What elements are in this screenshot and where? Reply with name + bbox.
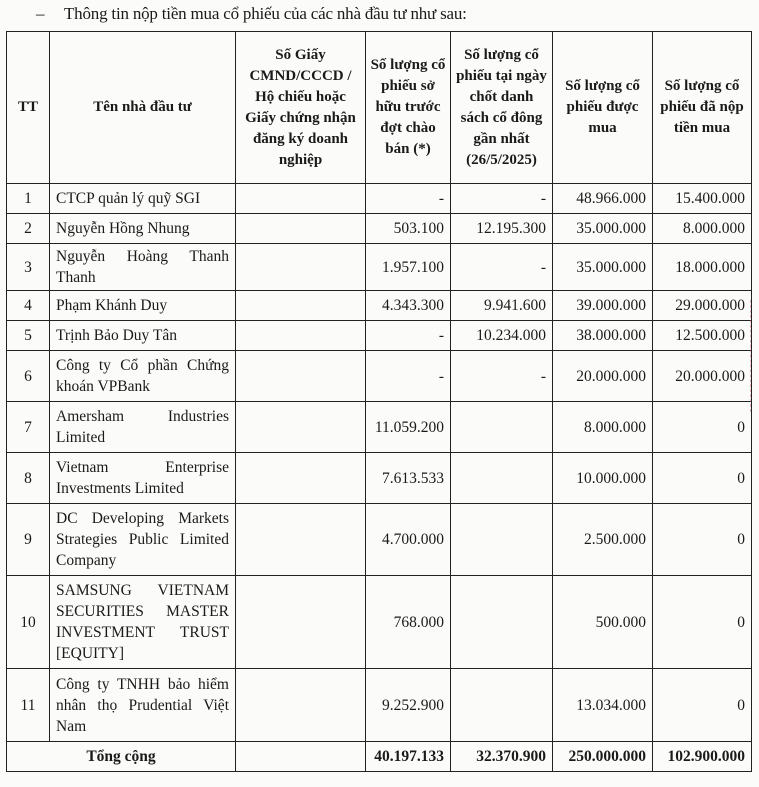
header-investor-name: Tên nhà đầu tư — [50, 32, 236, 184]
cell-id-document — [236, 244, 366, 291]
cell-shares-before: - — [366, 184, 451, 214]
total-id-document — [236, 742, 366, 772]
cell-shares-before: 503.100 — [366, 214, 451, 244]
cell-id-document — [236, 576, 366, 669]
table-row — [7, 402, 752, 453]
cell-shares-record-date: - — [451, 184, 553, 214]
cell-tt: 7 — [7, 402, 50, 453]
cell-shares-before: 4.343.300 — [366, 291, 451, 321]
cell-shares-purchased: 35.000.000 — [553, 244, 653, 291]
cell-investor-name: Amersham Industries Limited — [50, 402, 236, 453]
cell-id-document — [236, 184, 366, 214]
cell-tt: 10 — [7, 576, 50, 669]
table-row — [7, 576, 752, 669]
total-shares-record-date: 32.370.900 — [451, 742, 553, 772]
cell-shares-record-date: 12.195.300 — [451, 214, 553, 244]
table-row — [7, 504, 752, 576]
cell-shares-paid: 18.000.000 — [653, 244, 752, 291]
cell-tt: 5 — [7, 321, 50, 351]
red-stamp-edge — [750, 300, 759, 412]
total-label: Tổng cộng — [7, 742, 236, 772]
table-row — [7, 291, 752, 321]
table-row — [7, 244, 752, 291]
cell-tt: 8 — [7, 453, 50, 504]
cell-tt: 1 — [7, 184, 50, 214]
cell-shares-record-date: 9.941.600 — [451, 291, 553, 321]
cell-shares-paid: 0 — [653, 453, 752, 504]
table-row — [7, 351, 752, 402]
cell-investor-name: SAMSUNG VIETNAM SECURITIES MASTER INVESTMENT TRUST [EQUITY] — [50, 576, 236, 669]
cell-id-document — [236, 351, 366, 402]
cell-id-document — [236, 214, 366, 244]
cell-shares-purchased: 2.500.000 — [553, 504, 653, 576]
table-row — [7, 321, 752, 351]
cell-tt: 4 — [7, 291, 50, 321]
cell-investor-name: Vietnam Enterprise Investments Limited — [50, 453, 236, 504]
cell-shares-before: 768.000 — [366, 576, 451, 669]
cell-shares-purchased: 38.000.000 — [553, 321, 653, 351]
cell-shares-before: 11.059.200 — [366, 402, 451, 453]
cell-investor-name: Công ty TNHH bảo hiểm nhân thọ Prudential Việt Nam — [50, 669, 236, 742]
cell-investor-name: Phạm Khánh Duy — [50, 291, 236, 321]
cell-id-document — [236, 669, 366, 742]
cell-id-document — [236, 453, 366, 504]
total-row — [7, 742, 752, 772]
cell-investor-name: Trịnh Bảo Duy Tân — [50, 321, 236, 351]
cell-id-document — [236, 321, 366, 351]
total-shares-purchased: 250.000.000 — [553, 742, 653, 772]
cell-shares-paid: 15.400.000 — [653, 184, 752, 214]
cell-shares-record-date — [451, 453, 553, 504]
cell-shares-before: 7.613.533 — [366, 453, 451, 504]
header-id-document: Số Giấy CMND/CCCD / Hộ chiếu hoặc Giấy chứng nhận đăng ký doanh nghiệp — [236, 32, 366, 184]
cell-shares-purchased: 20.000.000 — [553, 351, 653, 402]
cell-tt: 3 — [7, 244, 50, 291]
cell-shares-purchased: 48.966.000 — [553, 184, 653, 214]
cell-shares-paid: 0 — [653, 402, 752, 453]
table-row — [7, 214, 752, 244]
table-header-row — [7, 32, 752, 184]
table-row — [7, 669, 752, 742]
cell-shares-purchased: 35.000.000 — [553, 214, 653, 244]
cell-shares-purchased: 13.034.000 — [553, 669, 653, 742]
cell-shares-purchased: 500.000 — [553, 576, 653, 669]
cell-shares-record-date — [451, 504, 553, 576]
bullet-dash: – — [36, 4, 45, 23]
cell-shares-paid: 20.000.000 — [653, 351, 752, 402]
header-shares-paid: Số lượng cổ phiếu đã nộp tiền mua — [653, 32, 752, 184]
intro-text: Thông tin nộp tiền mua cổ phiếu của các nhà đầu tư như sau: — [64, 4, 467, 23]
investor-payment-table — [6, 31, 752, 772]
table-row — [7, 453, 752, 504]
cell-shares-purchased: 8.000.000 — [553, 402, 653, 453]
cell-shares-purchased: 39.000.000 — [553, 291, 653, 321]
cell-shares-paid: 0 — [653, 576, 752, 669]
intro-line — [36, 4, 467, 24]
cell-id-document — [236, 504, 366, 576]
table-row — [7, 184, 752, 214]
cell-shares-record-date — [451, 402, 553, 453]
cell-investor-name: DC Developing Markets Strategies Public Limited Company — [50, 504, 236, 576]
cell-shares-before: 4.700.000 — [366, 504, 451, 576]
cell-shares-purchased: 10.000.000 — [553, 453, 653, 504]
cell-tt: 9 — [7, 504, 50, 576]
cell-shares-paid: 0 — [653, 669, 752, 742]
total-shares-before: 40.197.133 — [366, 742, 451, 772]
cell-shares-record-date: 10.234.000 — [451, 321, 553, 351]
cell-investor-name: Nguyễn Hồng Nhung — [50, 214, 236, 244]
cell-shares-record-date: - — [451, 244, 553, 291]
cell-investor-name: Nguyễn Hoàng Thanh Thanh — [50, 244, 236, 291]
cell-shares-before: 9.252.900 — [366, 669, 451, 742]
cell-shares-record-date: - — [451, 351, 553, 402]
header-shares-purchased: Số lượng cổ phiếu được mua — [553, 32, 653, 184]
cell-shares-before: 1.957.100 — [366, 244, 451, 291]
cell-shares-paid: 8.000.000 — [653, 214, 752, 244]
cell-shares-before: - — [366, 321, 451, 351]
header-tt: TT — [7, 32, 50, 184]
cell-shares-before: - — [366, 351, 451, 402]
cell-shares-paid: 0 — [653, 504, 752, 576]
cell-tt: 2 — [7, 214, 50, 244]
cell-tt: 6 — [7, 351, 50, 402]
cell-shares-record-date — [451, 576, 553, 669]
total-shares-paid: 102.900.000 — [653, 742, 752, 772]
cell-id-document — [236, 402, 366, 453]
cell-investor-name: Công ty Cổ phần Chứng khoán VPBank — [50, 351, 236, 402]
header-shares-record-date: Số lượng cổ phiếu tại ngày chốt danh sách cổ đông gần nhất (26/5/2025) — [451, 32, 553, 184]
cell-shares-paid: 29.000.000 — [653, 291, 752, 321]
cell-investor-name: CTCP quản lý quỹ SGI — [50, 184, 236, 214]
cell-tt: 11 — [7, 669, 50, 742]
cell-shares-paid: 12.500.000 — [653, 321, 752, 351]
cell-id-document — [236, 291, 366, 321]
cell-shares-record-date — [451, 669, 553, 742]
header-shares-before: Số lượng cổ phiếu sở hữu trước đợt chào bán (*) — [366, 32, 451, 184]
